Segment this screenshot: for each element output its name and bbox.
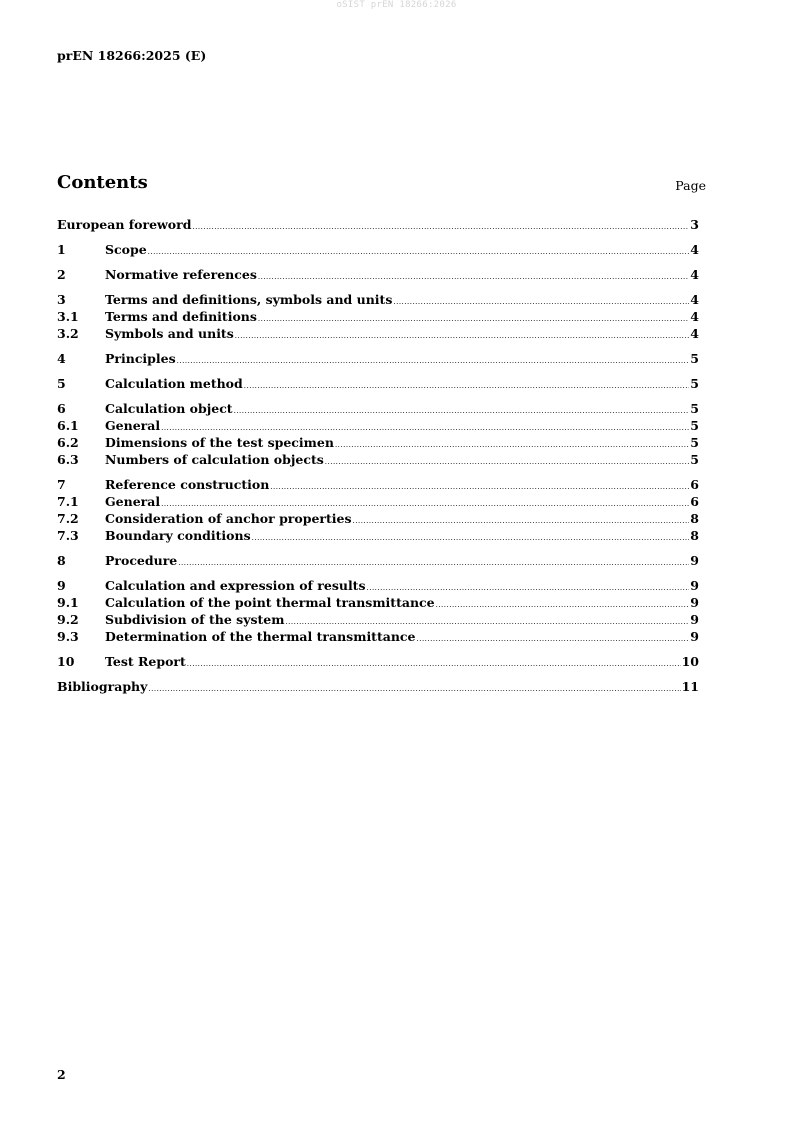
toc-entry-number: 1	[57, 242, 66, 257]
toc-entry-title: Numbers of calculation objects	[105, 452, 324, 467]
toc-entry-title: Principles	[105, 351, 176, 366]
toc-leader-dots	[235, 328, 690, 345]
toc-entry[interactable]	[57, 527, 699, 544]
toc-entry-page: 8	[690, 528, 699, 543]
toc-leader-dots	[325, 454, 690, 471]
toc-entry-title: Boundary conditions	[105, 528, 251, 543]
toc-entry-page: 9	[690, 612, 699, 627]
toc-entry-number: 9.1	[57, 595, 79, 610]
toc-entry-page: 5	[690, 376, 699, 391]
toc-entry-title: Symbols and units	[105, 326, 234, 341]
toc-leader-dots	[148, 681, 680, 698]
toc-entry-page: 4	[690, 267, 699, 282]
toc-entry[interactable]	[57, 350, 699, 367]
toc-entry-title: General	[105, 494, 161, 509]
toc-entry-page: 5	[690, 418, 699, 433]
toc-entry-page: 4	[690, 242, 699, 257]
toc-entry-number: 7.1	[57, 494, 79, 509]
toc-entry[interactable]	[57, 291, 699, 308]
toc-entry-number: 7.3	[57, 528, 79, 543]
toc-entry-page: 4	[690, 309, 699, 324]
toc-entry[interactable]	[57, 417, 699, 434]
toc-leader-dots	[258, 311, 689, 328]
toc-entry[interactable]	[57, 476, 699, 493]
toc-entry[interactable]	[57, 400, 699, 417]
toc-leader-dots	[244, 378, 690, 395]
toc-entry[interactable]	[57, 653, 699, 670]
toc-entry-number: 8	[57, 553, 66, 568]
toc-entry[interactable]	[57, 375, 699, 392]
toc-entry-page: 5	[690, 435, 699, 450]
toc-leader-dots	[393, 294, 689, 311]
toc-entry-number: 5	[57, 376, 66, 391]
page-number: 2	[57, 1067, 66, 1082]
toc-entry-number: 10	[57, 654, 75, 669]
toc-entry[interactable]	[57, 434, 699, 451]
toc-entry-title: General	[105, 418, 161, 433]
toc-entry[interactable]	[57, 611, 699, 628]
toc-entry[interactable]	[57, 552, 699, 569]
toc-leader-dots	[148, 244, 690, 261]
toc-entry-number: 6.1	[57, 418, 79, 433]
toc-entry[interactable]	[57, 216, 699, 233]
toc-entry-title: Calculation and expression of results	[105, 578, 366, 593]
toc-leader-dots	[270, 479, 689, 496]
toc-entry-page: 9	[690, 578, 699, 593]
toc-entry-title: Subdivision of the system	[105, 612, 285, 627]
toc-entry-title: Determination of the thermal transmittance	[105, 629, 416, 644]
toc-leader-dots	[353, 513, 690, 530]
toc-entry-number: 9	[57, 578, 66, 593]
toc-entry[interactable]	[57, 451, 699, 468]
watermark: oSIST prEN 18266:2026	[336, 0, 457, 10]
toc-entry-number: 4	[57, 351, 66, 366]
toc-entry-title: Test Report	[105, 654, 186, 669]
toc-entry-page: 6	[690, 494, 699, 509]
toc-entry-title: Normative references	[105, 267, 257, 282]
toc-entry-page: 10	[681, 654, 699, 669]
toc-entry-page: 4	[690, 326, 699, 341]
toc-entry[interactable]	[57, 325, 699, 342]
table-of-contents	[57, 216, 699, 695]
toc-leader-dots	[417, 631, 690, 648]
toc-entry-number: 6.3	[57, 452, 79, 467]
toc-entry[interactable]	[57, 266, 699, 283]
toc-entry[interactable]	[57, 241, 699, 258]
toc-entry-page: 9	[690, 629, 699, 644]
toc-leader-dots	[335, 437, 689, 454]
toc-entry-title: Consideration of anchor properties	[105, 511, 352, 526]
toc-entry-page: 9	[690, 595, 699, 610]
toc-entry-number: 9.3	[57, 629, 79, 644]
toc-entry-title: Scope	[105, 242, 147, 257]
toc-entry-page: 6	[690, 477, 699, 492]
toc-entry[interactable]	[57, 628, 699, 645]
toc-entry-title: Terms and definitions	[105, 309, 257, 324]
toc-entry-title: Dimensions of the test specimen	[105, 435, 334, 450]
toc-entry-number: 9.2	[57, 612, 79, 627]
toc-entry-page: 9	[690, 553, 699, 568]
toc-leader-dots	[177, 353, 690, 370]
toc-entry-title: Procedure	[105, 553, 178, 568]
page-column-label: Page	[675, 178, 706, 193]
toc-leader-dots	[252, 530, 690, 547]
toc-entry[interactable]	[57, 594, 699, 611]
toc-entry[interactable]	[57, 493, 699, 510]
toc-entry[interactable]	[57, 577, 699, 594]
toc-entry[interactable]	[57, 678, 699, 695]
toc-entry-page: 11	[681, 679, 699, 694]
toc-leader-dots	[436, 597, 690, 614]
toc-entry-page: 8	[690, 511, 699, 526]
contents-heading: Contents	[57, 172, 148, 193]
toc-leader-dots	[258, 269, 689, 286]
toc-leader-dots	[234, 403, 690, 420]
toc-entry-page: 5	[690, 401, 699, 416]
toc-leader-dots	[192, 219, 689, 236]
toc-leader-dots	[178, 555, 689, 572]
toc-entry-number: 3.2	[57, 326, 79, 341]
toc-entry-number: 6.2	[57, 435, 79, 450]
toc-entry-number: 3.1	[57, 309, 79, 324]
toc-entry-number: 6	[57, 401, 66, 416]
toc-leader-dots	[187, 656, 681, 673]
toc-entry-title: Calculation object	[105, 401, 233, 416]
toc-entry-page: 5	[690, 351, 699, 366]
toc-entry-number: 3	[57, 292, 66, 307]
toc-entry-title: Calculation of the point thermal transmittance	[105, 595, 435, 610]
toc-entry-title: Bibliography	[57, 679, 148, 694]
toc-entry[interactable]	[57, 510, 699, 527]
toc-entry-number: 7.2	[57, 511, 79, 526]
toc-entry-page: 3	[690, 217, 699, 232]
toc-entry[interactable]	[57, 308, 699, 325]
toc-entry-page: 4	[690, 292, 699, 307]
document-id: prEN 18266:2025 (E)	[57, 48, 207, 63]
toc-entry-title: Reference construction	[105, 477, 270, 492]
toc-entry-title: Terms and definitions, symbols and units	[105, 292, 393, 307]
toc-entry-number: 7	[57, 477, 66, 492]
toc-entry-number: 2	[57, 267, 66, 282]
toc-entry-title: Calculation method	[105, 376, 243, 391]
toc-entry-page: 5	[690, 452, 699, 467]
toc-entry-title: European foreword	[57, 217, 192, 232]
